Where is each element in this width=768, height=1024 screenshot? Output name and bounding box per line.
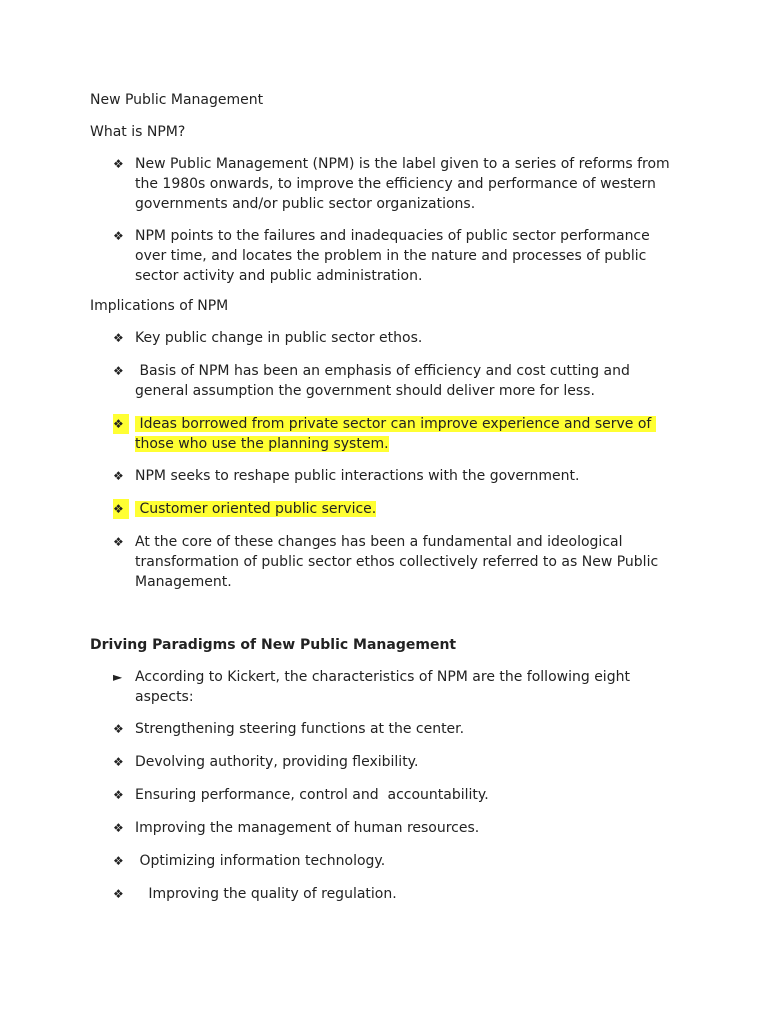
list-item — [113, 532, 673, 592]
list-item-text: NPM seeks to reshape public interactions with the government. — [135, 468, 580, 484]
list-item-highlighted — [113, 414, 673, 454]
diamond-bullet-icon: ❖ — [113, 854, 124, 868]
highlighted-text: Customer oriented public service. — [135, 501, 377, 517]
list-item-text: Devolving authority, providing flexibility. — [135, 754, 419, 770]
diamond-bullet-icon: ❖ — [113, 535, 124, 549]
list-item-text: Basis of NPM has been an emphasis of efficiency and cost cutting and general assumption the government should deliver more for less. — [135, 363, 635, 399]
list-item — [113, 226, 673, 286]
list-item — [113, 719, 673, 739]
highlighted-text: Ideas borrowed from private sector can improve experience and serve of those who use the planning system. — [135, 416, 656, 452]
list-item-text: Key public change in public sector ethos. — [135, 330, 423, 346]
list-item-text: Optimizing information technology. — [135, 853, 386, 869]
document-title: New Public Management — [90, 92, 264, 108]
list-item-text: Ensuring performance, control and accountability. — [135, 787, 489, 803]
diamond-bullet-icon: ❖ — [113, 331, 124, 345]
list-item — [113, 466, 673, 486]
diamond-bullet-icon: ❖ — [113, 887, 124, 901]
list-item-text: NPM points to the failures and inadequacies of public sector performance over time, and locates the problem in the nature and processes of public sector activity and public administration. — [135, 228, 655, 284]
diamond-bullet-icon: ❖ — [113, 414, 129, 434]
diamond-bullet-icon: ❖ — [113, 469, 124, 483]
arrow-bullet-icon: ► — [113, 670, 123, 684]
list-item-highlighted — [113, 499, 673, 519]
list-item — [113, 884, 673, 904]
list-item — [113, 752, 673, 772]
list-item-text: Improving the quality of regulation. — [135, 886, 397, 902]
list-item — [113, 785, 673, 805]
list-item-text: Improving the management of human resources. — [135, 820, 480, 836]
diamond-bullet-icon: ❖ — [113, 499, 129, 519]
list-item-text: At the core of these changes has been a fundamental and ideological transformation of public sector ethos collectively referred to as New Public Management. — [135, 534, 663, 590]
diamond-bullet-icon: ❖ — [113, 755, 124, 769]
list-item-text: New Public Management (NPM) is the label given to a series of reforms from the 1980s onwards, to improve the efficiency and performance of western governments and/or public sector organizations. — [135, 156, 675, 212]
list-item — [113, 818, 673, 838]
list-item — [113, 328, 673, 348]
list-item — [113, 361, 673, 401]
section-heading-implications: Implications of NPM — [90, 298, 229, 314]
list-item — [113, 851, 673, 871]
diamond-bullet-icon: ❖ — [113, 364, 124, 378]
diamond-bullet-icon: ❖ — [113, 722, 124, 736]
list-item-text: According to Kickert, the characteristics of NPM are the following eight aspects: — [135, 669, 635, 705]
diamond-bullet-icon: ❖ — [113, 229, 124, 243]
diamond-bullet-icon: ❖ — [113, 157, 124, 171]
diamond-bullet-icon: ❖ — [113, 821, 124, 835]
diamond-bullet-icon: ❖ — [113, 788, 124, 802]
list-item-text: Strengthening steering functions at the center. — [135, 721, 465, 737]
list-item — [113, 667, 673, 707]
section-heading-driving-paradigms: Driving Paradigms of New Public Management — [90, 637, 457, 653]
section-heading-what-is-npm: What is NPM? — [90, 124, 186, 140]
list-item — [113, 154, 673, 214]
